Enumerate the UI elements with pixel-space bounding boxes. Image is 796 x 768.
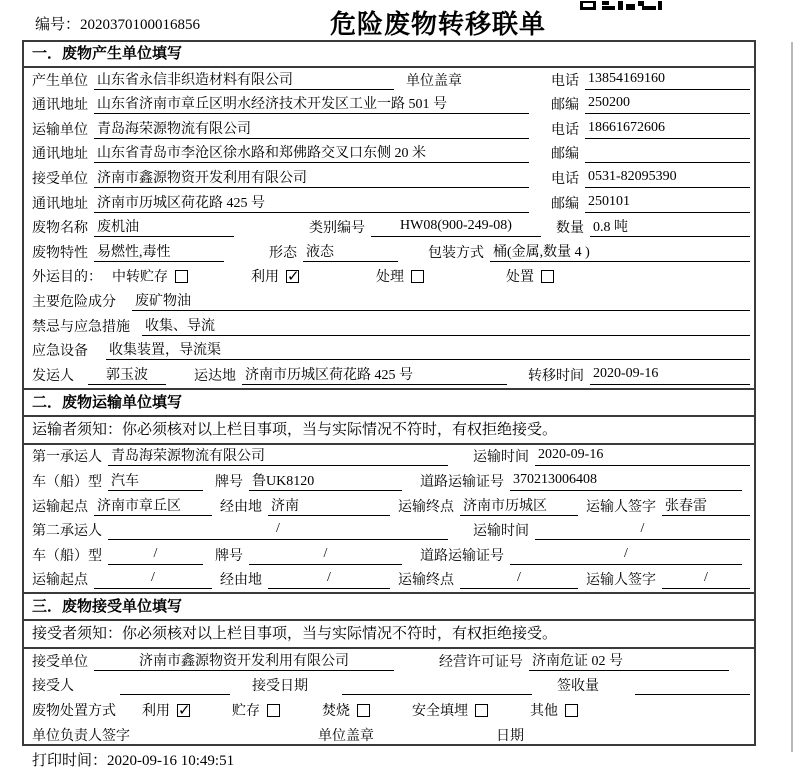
transfer-form [22, 40, 756, 746]
row-receiver-unit [24, 649, 754, 674]
plate1-value: 鲁UK8120 [249, 470, 402, 491]
purpose-label: 外运目的： [32, 270, 102, 286]
plate-label: 牌号 [215, 548, 243, 564]
transport-time1-value: 2020-09-16 [535, 447, 750, 466]
responsible-sign-label: 单位负责人签字 [32, 728, 130, 744]
receiver-label: 接受人 [32, 679, 74, 695]
plate2-value: / [249, 546, 402, 565]
origin2-value: / [94, 570, 212, 589]
waste-name-value: 废机油 [94, 216, 234, 237]
row-receive-unit [24, 166, 754, 191]
unit-seal-label: 单位盖章 [406, 73, 462, 89]
section2-title: 二．废物运输单位填写 [24, 388, 754, 417]
print-time-label: 打印时间： [32, 753, 108, 768]
terminus2-value: / [460, 570, 578, 589]
serial-label: 编号： [35, 17, 81, 33]
packaging-label: 包装方式 [428, 245, 484, 261]
received-qty-value [635, 676, 750, 695]
consignor-value: 郭玉波 [88, 364, 166, 385]
carrier1-label: 第一承运人 [32, 450, 102, 466]
option-label: 利用 [251, 270, 279, 286]
quantity-value: 0.8 吨 [590, 216, 750, 237]
row-vehicle2 [24, 543, 754, 568]
option-label: 其他 [530, 704, 558, 720]
row-emergency-equipment [24, 339, 754, 364]
row-second-carrier [24, 519, 754, 544]
origin1-value: 济南市章丘区 [94, 495, 212, 516]
purpose-option-dispose [506, 266, 554, 286]
equipment-label: 应急设备 [32, 344, 88, 360]
receiver-value [120, 676, 230, 695]
carrier-sign-label: 运输人签字 [586, 573, 656, 589]
produce-unit-label: 产生单位 [32, 73, 88, 89]
transport-unit-label: 运输单位 [32, 122, 88, 138]
row-waste-name [24, 216, 754, 241]
destination-value: 济南市历城区荷花路 425 号 [242, 364, 507, 385]
checkbox-icon [475, 704, 488, 717]
terminus-label: 运输终点 [398, 573, 454, 589]
checkbox-icon [357, 704, 370, 717]
taboo-label: 禁忌与应急措施 [32, 319, 130, 335]
receive-date-label: 接受日期 [252, 679, 308, 695]
row-produce-address [24, 93, 754, 118]
receive-phone-value: 0531-82095390 [585, 169, 750, 188]
disposal-option-storage [232, 700, 280, 720]
transport-address-value: 山东省青岛市李沧区徐水路和郑佛路交叉口东侧 20 米 [94, 142, 529, 163]
option-label: 安全填埋 [412, 704, 468, 720]
permit-value: 济南危证 02 号 [529, 650, 729, 671]
road-permit-label: 道路运输证号 [420, 548, 504, 564]
checkbox-icon [177, 704, 190, 717]
transport-time2-value: / [535, 521, 750, 540]
address-label: 通讯地址 [32, 98, 88, 114]
postcode-label: 邮编 [551, 147, 579, 163]
postcode-label: 邮编 [551, 196, 579, 212]
row-receiver [24, 674, 754, 699]
characteristic-value: 易燃性,毒性 [94, 241, 224, 262]
row-responsible-sign [24, 723, 754, 746]
print-time [32, 749, 234, 768]
transport-time-label: 运输时间 [473, 524, 529, 540]
receive-unit-value: 济南市鑫源物资开发利用有限公司 [94, 167, 529, 188]
vehicle-label: 车（船）型 [32, 474, 102, 490]
date-value [530, 726, 750, 745]
transport-unit-value: 青岛海荣源物流有限公司 [94, 118, 529, 139]
section3-notice: 接受者须知：你必须核对以上栏目事项，当与实际情况不符时，有权拒绝接受。 [24, 621, 754, 649]
receiver-unit-value: 济南市鑫源物资开发利用有限公司 [94, 650, 394, 671]
received-qty-label: 签收量 [557, 679, 599, 695]
checkbox-icon [541, 270, 554, 283]
purpose-option-utilize [251, 266, 299, 286]
via-label: 经由地 [220, 499, 262, 515]
transport-postcode-value [585, 144, 750, 163]
row-consignor [24, 363, 754, 388]
phone-label: 电话 [551, 73, 579, 89]
row-vehicle1 [24, 469, 754, 494]
row-produce-unit [24, 68, 754, 93]
address-label: 通讯地址 [32, 147, 88, 163]
purpose-option-treat [376, 266, 424, 286]
disposal-option-landfill [412, 700, 488, 720]
equipment-value: 收集装置，导流渠 [106, 339, 750, 360]
category-label: 类别编号 [309, 221, 365, 237]
carrier-sign-label: 运输人签字 [586, 499, 656, 515]
option-label: 贮存 [232, 704, 260, 720]
row-route2 [24, 568, 754, 593]
qr-code-icon [580, 0, 662, 16]
vehicle2-value: / [108, 546, 203, 565]
disposal-option-utilize [142, 700, 190, 720]
option-label: 焚烧 [322, 704, 350, 720]
produce-postcode-value: 250200 [585, 95, 750, 114]
disposal-option-incinerate [322, 700, 370, 720]
phone-label: 电话 [551, 171, 579, 187]
consignor-label: 发运人 [32, 368, 74, 384]
serial-value: 2020370100016856 [80, 17, 201, 33]
document-header [0, 0, 796, 40]
waste-name-label: 废物名称 [32, 221, 88, 237]
unit-seal-label: 单位盖章 [318, 728, 374, 744]
checkbox-icon [267, 704, 280, 717]
characteristic-label: 废物特性 [32, 245, 88, 261]
produce-phone-value: 13854169160 [585, 71, 750, 90]
row-route1 [24, 494, 754, 519]
page-edge-line [791, 42, 793, 752]
option-label: 处置 [506, 270, 534, 286]
destination-label: 运达地 [194, 368, 236, 384]
receive-unit-label: 接受单位 [32, 654, 88, 670]
form-value: 液态 [303, 241, 398, 262]
hazard-label: 主要危险成分 [32, 294, 116, 310]
origin-label: 运输起点 [32, 499, 88, 515]
via2-value: / [268, 570, 390, 589]
option-label: 中转贮存 [112, 270, 168, 286]
print-time-value: 2020-09-16 10:49:51 [107, 753, 235, 768]
checkbox-icon [411, 270, 424, 283]
row-waste-characteristic [24, 240, 754, 265]
row-disposal-method [24, 698, 754, 723]
page-title: 危险废物转移联单 [330, 9, 547, 39]
address-label: 通讯地址 [32, 196, 88, 212]
plate-label: 牌号 [215, 474, 243, 490]
responsible-sign-value [181, 726, 296, 745]
row-transport-address [24, 142, 754, 167]
form-label: 形态 [269, 245, 297, 261]
row-receive-address [24, 191, 754, 216]
vehicle-label: 车（船）型 [32, 548, 102, 564]
origin-label: 运输起点 [32, 573, 88, 589]
disposal-option-other [530, 700, 578, 720]
receive-date-value [342, 676, 532, 695]
section2-notice: 运输者须知：你必须核对以上栏目事项，当与实际情况不符时，有权拒绝接受。 [24, 417, 754, 445]
carrier-sign1-value: 张春雷 [662, 495, 750, 516]
road-permit1-value: 370213006408 [510, 472, 742, 491]
hazard-value: 废矿物油 [132, 290, 750, 311]
vehicle1-value: 汽车 [108, 470, 203, 491]
transfer-time-value: 2020-09-16 [590, 366, 750, 385]
disposal-label: 废物处置方式 [32, 704, 116, 720]
checkbox-icon [175, 270, 188, 283]
terminus1-value: 济南市历城区 [460, 495, 578, 516]
carrier1-value: 青岛海荣源物流有限公司 [108, 445, 448, 466]
postcode-label: 邮编 [551, 98, 579, 114]
category-value: HW08(900-249-08) [371, 218, 541, 237]
section1-title: 一．废物产生单位填写 [24, 42, 754, 68]
receive-postcode-value: 250101 [585, 194, 750, 213]
via-label: 经由地 [220, 573, 262, 589]
row-hazard-component [24, 289, 754, 314]
taboo-value: 收集、导流 [142, 315, 750, 336]
checkbox-icon [565, 704, 578, 717]
via1-value: 济南 [268, 495, 390, 516]
row-purpose [24, 265, 754, 290]
option-label: 处理 [376, 270, 404, 286]
transport-time-label: 运输时间 [473, 450, 529, 466]
option-label: 利用 [142, 704, 170, 720]
packaging-value: 桶(金属,数量 4 ) [490, 241, 750, 262]
section3-title: 三．废物接受单位填写 [24, 592, 754, 621]
row-first-carrier [24, 445, 754, 470]
carrier-sign2-value: / [662, 570, 750, 589]
produce-address-value: 山东省济南市章丘区明水经济技术开发区工业一路 501 号 [94, 93, 529, 114]
row-taboo-measures [24, 314, 754, 339]
receive-address-value: 济南市历城区荷花路 425 号 [94, 192, 529, 213]
purpose-option-transfer-storage [112, 266, 188, 286]
terminus-label: 运输终点 [398, 499, 454, 515]
receive-unit-label: 接受单位 [32, 171, 88, 187]
road-permit-label: 道路运输证号 [420, 474, 504, 490]
checkbox-icon [286, 270, 299, 283]
transfer-time-label: 转移时间 [528, 368, 584, 384]
carrier2-label: 第二承运人 [32, 524, 102, 540]
transport-phone-value: 18661672606 [585, 120, 750, 139]
road-permit2-value: / [510, 546, 742, 565]
date-label: 日期 [496, 728, 524, 744]
row-transport-unit [24, 117, 754, 142]
produce-unit-value: 山东省永信非织造材料有限公司 [94, 69, 394, 90]
quantity-label: 数量 [556, 221, 584, 237]
serial-number [35, 13, 200, 34]
permit-label: 经营许可证号 [439, 654, 523, 670]
phone-label: 电话 [551, 122, 579, 138]
carrier2-value: / [108, 521, 448, 540]
